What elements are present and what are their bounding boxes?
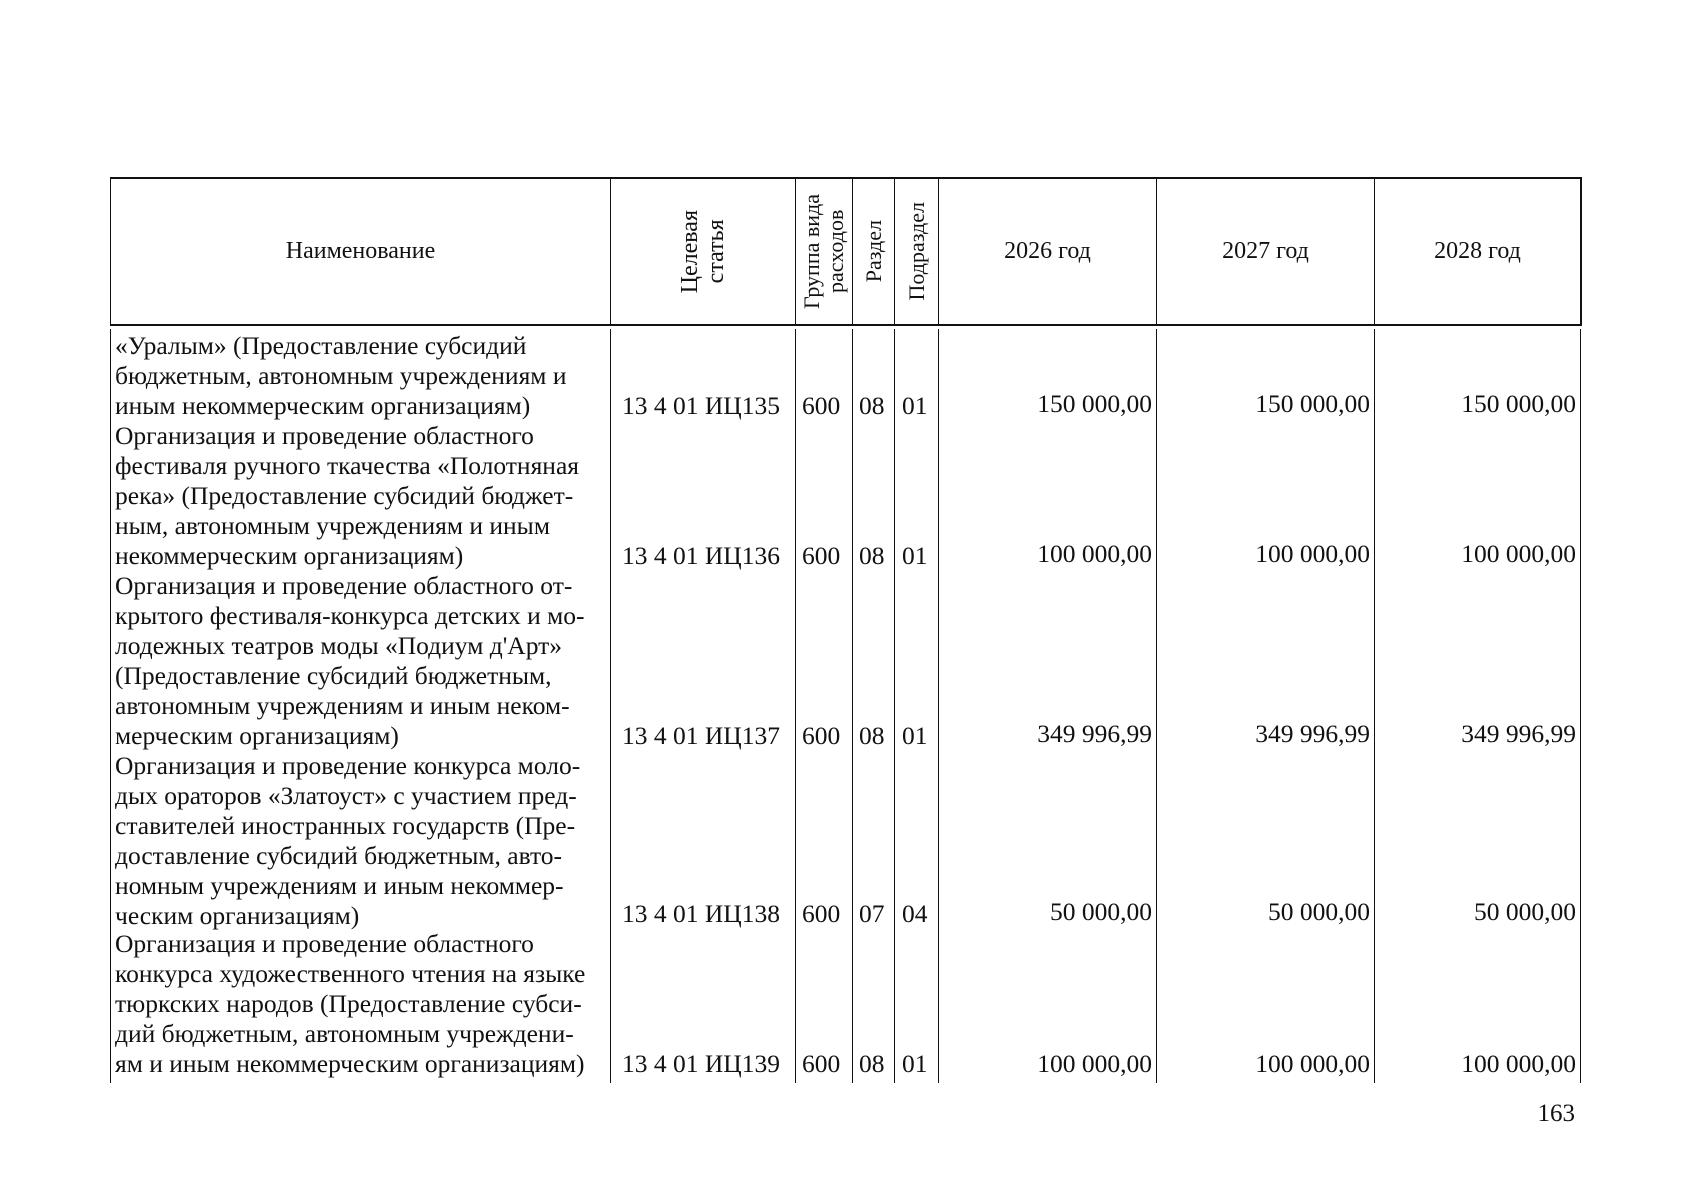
- header-target-article-label: [677, 210, 729, 293]
- table-row-name: [115, 929, 608, 1079]
- col-line: [938, 329, 939, 1083]
- expense-group: 600: [802, 1049, 841, 1078]
- name-line: Организация и проведение конкурса моло-: [115, 751, 581, 780]
- target-article-code: 13 4 01 ИЦ139: [622, 1049, 780, 1078]
- header-subsection-label: Подраздел: [903, 202, 929, 301]
- subsection-code: 01: [902, 391, 928, 420]
- col-line: [1374, 329, 1375, 1083]
- amount-2026: 100 000,00: [1037, 539, 1152, 568]
- table-row-name: [115, 421, 608, 571]
- name-line: тюркских народов (Предоставление субси-: [115, 989, 582, 1018]
- amount-2026: 50 000,00: [1050, 897, 1152, 926]
- target-article-code: 13 4 01 ИЦ135: [622, 391, 780, 420]
- section-code: 08: [859, 391, 885, 420]
- name-line: мерческим организациям): [115, 721, 399, 750]
- name-line: номным учреждениям и иным некоммер-: [115, 871, 564, 900]
- header-2027: [1156, 179, 1374, 324]
- amount-2027: 100 000,00: [1255, 1049, 1370, 1078]
- amount-2027: 349 996,99: [1255, 719, 1370, 748]
- amount-2027: 100 000,00: [1255, 539, 1370, 568]
- expense-group: 600: [802, 899, 841, 928]
- table-row-name: [115, 571, 608, 751]
- section-code: 08: [859, 541, 885, 570]
- expense-group: 600: [802, 721, 841, 750]
- expense-group: 600: [802, 391, 841, 420]
- amount-2028: 349 996,99: [1461, 719, 1576, 748]
- section-code: 08: [859, 721, 885, 750]
- header-subsection: [894, 179, 938, 324]
- table-row-name: [115, 331, 608, 421]
- amount-2027: 50 000,00: [1268, 897, 1370, 926]
- name-line: река» (Предоставление субсидий бюджет-: [115, 481, 574, 510]
- name-line: Организация и проведение областного: [115, 421, 534, 450]
- name-line: лодежных театров моды «Подиум д'Арт»: [115, 631, 563, 660]
- amount-2026: 100 000,00: [1037, 1049, 1152, 1078]
- name-line: дых ораторов «Златоуст» с участием пред-: [115, 781, 577, 810]
- header-section-label: Раздел: [860, 220, 886, 283]
- amount-2028: 100 000,00: [1461, 1049, 1576, 1078]
- col-line: [110, 329, 111, 1083]
- name-line: ставителей иностранных государств (Пре-: [115, 811, 576, 840]
- header-2027-label: 2027 год: [1222, 238, 1309, 264]
- name-line: (Предоставление субсидий бюджетным,: [115, 661, 552, 690]
- table-body: [110, 329, 1582, 1083]
- name-line: крытого фестиваля-конкурса детских и мо-: [115, 601, 585, 630]
- col-line: [795, 329, 796, 1083]
- amount-2026: 150 000,00: [1037, 389, 1152, 418]
- expense-group: 600: [802, 541, 841, 570]
- col-line: [852, 329, 853, 1083]
- header-target-article: [610, 179, 795, 324]
- name-line: автономным учреждениям и иным неком-: [115, 691, 570, 720]
- header-name-label: Наименование: [285, 238, 436, 264]
- col-line: [894, 329, 895, 1083]
- header-expense-group-label: [800, 194, 848, 309]
- subsection-code: 01: [902, 541, 928, 570]
- subsection-code: 01: [902, 721, 928, 750]
- name-line: Организация и проведение областного от-: [115, 571, 573, 600]
- name-line: некоммерческим организациям): [115, 541, 464, 570]
- header-expense-group: [795, 179, 852, 324]
- header-target-article-line1: Целевая: [677, 209, 703, 294]
- name-line: бюджетным, автономным учреждениям и: [115, 361, 567, 390]
- name-line: иным некоммерческим организациям): [115, 391, 531, 420]
- header-expense-group-line1: Группа вида: [799, 194, 824, 309]
- amount-2027: 150 000,00: [1255, 389, 1370, 418]
- table-row-name: [115, 751, 608, 931]
- header-name: [110, 179, 610, 324]
- name-line: «Уралым» (Предоставление субсидий: [115, 331, 527, 360]
- table-header: [110, 177, 1582, 326]
- amount-2028: 50 000,00: [1474, 897, 1576, 926]
- page-number: 163: [1537, 1100, 1575, 1127]
- amount-2028: 150 000,00: [1461, 389, 1576, 418]
- header-section: [852, 179, 894, 324]
- section-code: 07: [859, 899, 885, 928]
- col-line: [1156, 329, 1157, 1083]
- amount-2028: 100 000,00: [1461, 539, 1576, 568]
- name-line: дий бюджетным, автономным учреждени-: [115, 1019, 574, 1048]
- header-2026: [938, 179, 1156, 324]
- header-expense-group-line2: расходов: [823, 209, 848, 294]
- subsection-code: 04: [902, 899, 928, 928]
- name-line: конкурса художественного чтения на языке: [115, 959, 586, 988]
- target-article-code: 13 4 01 ИЦ138: [622, 899, 780, 928]
- header-2028-label: 2028 год: [1434, 238, 1521, 264]
- header-2026-label: 2026 год: [1004, 238, 1091, 264]
- name-line: ческим организациям): [115, 901, 360, 930]
- header-target-article-line2: статья: [703, 219, 729, 284]
- target-article-code: 13 4 01 ИЦ136: [622, 541, 780, 570]
- amount-2026: 349 996,99: [1037, 719, 1152, 748]
- col-line: [1580, 329, 1581, 1083]
- name-line: доставление субсидий бюджетным, авто-: [115, 841, 563, 870]
- name-line: Организация и проведение областного: [115, 929, 534, 958]
- col-line: [610, 329, 611, 1083]
- name-line: фестиваля ручного ткачества «Полотняная: [115, 451, 580, 480]
- name-line: ям и иным некоммерческим организациям): [115, 1049, 585, 1078]
- header-2028: [1374, 179, 1582, 324]
- section-code: 08: [859, 1049, 885, 1078]
- target-article-code: 13 4 01 ИЦ137: [622, 721, 780, 750]
- name-line: ным, автономным учреждениям и иным: [115, 511, 550, 540]
- subsection-code: 01: [902, 1049, 928, 1078]
